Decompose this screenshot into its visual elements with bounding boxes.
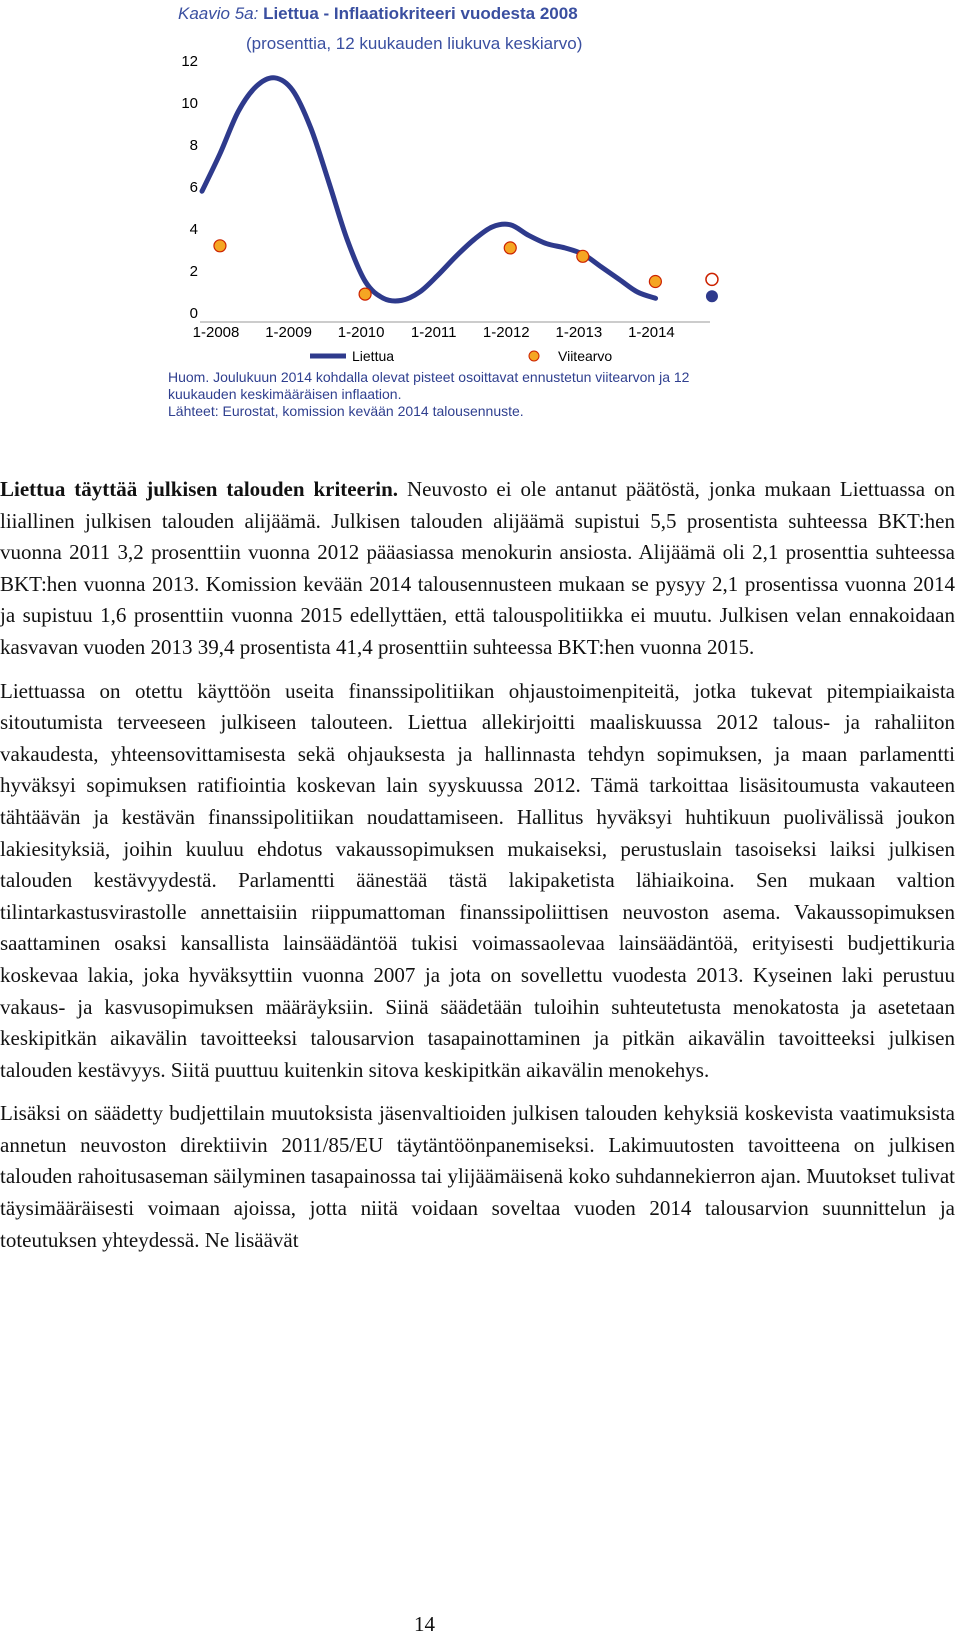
x-tick-label: 1-2009 [265, 324, 312, 341]
forecast-points [706, 273, 718, 302]
x-tick-label: 1-2008 [192, 324, 240, 341]
y-tick-label: 4 [189, 221, 198, 238]
page-number: 14 [414, 1612, 435, 1636]
series-line-liettua [202, 78, 656, 301]
series-markers-viitearvo [214, 240, 661, 300]
paragraph-1 [0, 474, 955, 664]
x-tick-label: 1-2012 [482, 324, 530, 341]
chart-subtitle: (prosenttia, 12 kuukauden liukuva keskiarvo) [246, 34, 583, 53]
forecast-inflation-point [706, 290, 718, 302]
y-tick-label: 6 [189, 179, 198, 196]
y-tick-label: 8 [189, 137, 198, 154]
viitearvo-point [577, 250, 589, 262]
legend-marker-swatch [529, 351, 539, 361]
paragraph-3: Lisäksi on säädetty budjettilain muutoksista jäsenvaltioiden julkisen talouden kehyksiä koskevista vaatimuksista annetun neuvoston direktiivin 2011/85/EU täytäntöönpanemiseksi. Lakimuutosten tavoitteena on julkisen talouden rahoitusaseman säilyminen tasapainossa tai ylijäämäisenä koko suhdannekierron ajan. Muutokset tulivat täysimääräisesti voimaan ajoissa, jotta niitä voidaan soveltaa vuoden 2014 talousarvion suunnittelun ja toteutuksen yhteydessä. Ne lisäävät [0, 1101, 955, 1252]
x-tick-label: 1-2014 [628, 324, 675, 341]
y-tick-label: 0 [189, 305, 198, 322]
x-tick-label: 1-2011 [410, 324, 457, 341]
paragraph-1-lead: Liettua täyttää julkisen talouden kriteerin. [0, 477, 399, 501]
legend-label-viitearvo: Viitearvo [558, 348, 613, 364]
x-tick-label: 1-2013 [555, 324, 603, 341]
y-axis [181, 53, 198, 322]
chart-title-main: Liettua - Inflaatiokriteeri vuodesta 2008 [263, 4, 578, 23]
viitearvo-point [214, 240, 226, 252]
x-axis [193, 324, 675, 341]
chart-note: Huom. Joulukuun 2014 kohdalla olevat pisteet osoittavat ennustetun viitearvon ja 12 kuukauden keskimääräisen inflaation. [168, 369, 690, 402]
y-tick-label: 2 [189, 263, 198, 280]
chart-sources: Lähteet: Eurostat, komission kevään 2014 talousennuste. [168, 403, 524, 419]
paragraph-2: Liettuassa on otettu käyttöön useita finanssipolitiikan ohjaustoimenpiteitä, jotka tukevat pitempiaikaista sitoutumista terveeseen julkiseen talouteen. Liettua allekirjoitti maaliskuussa 2012 talous- ja rahaliiton vakaudesta, yhteensovittamisesta sekä ohjauksesta ja hallinnasta tehdyn sopimuksen, ja maan parlamentti hyväksyi sopimuksen ratifiointia koskevan lain syyskuussa 2012. Tämä tarkoittaa lisäsitoumusta vakauteen tähtäävän ja kestävän finanssipolitiikan noudattamiseen. Hallitus hyväksyi huhtikuun puolivälissä joukon lakiesityksiä, joihin kuuluu ehdotus vakaussopimuksen mukaiseksi, perustuslain tasoiseksi laiksi julkisen talouden kestävyydestä. Parlamentti äänestää tästä lakipaketista lähiaikoina. Sen mukaan valtion tilintarkastusvirastolle annettaisiin riippumattoman finanssipoliittisen neuvoston asema. Vakaussopimuksen saattaminen osaksi kansallista lainsäädäntöä tukisi voimassaolevaa lainsäädäntöä, erityisesti budjettikuria koskevaa lakia, joka hyväksyttiin vuonna 2007 ja jota on sovellettu vuodesta 2013. Kyseinen laki perustuu vakaus- ja kasvusopimuksen määräyksiin. Siinä säädetään tuloihin suhteutetusta menokatosta ja asetetaan keskipitkän aikavälin tavoitteeksi talousarvion tasapainottaminen ja pitkän aikavälin tavoitteeksi julkisen talouden kestävyys. Siitä puuttuu kuitenkin sitova keskipitkän aikavälin menokehys. [0, 678, 955, 1082]
body-text [0, 474, 955, 1268]
chart-title-prefix: Kaavio 5a: [178, 4, 264, 23]
viitearvo-point [649, 276, 661, 288]
x-tick-label: 1-2010 [337, 324, 385, 341]
legend-label-liettua: Liettua [352, 348, 395, 364]
y-tick-label: 12 [181, 53, 198, 70]
y-tick-label: 10 [181, 95, 198, 112]
viitearvo-point [359, 288, 371, 300]
forecast-viitearvo-point [706, 273, 718, 285]
chart-figure [0, 0, 960, 460]
viitearvo-point [504, 242, 516, 254]
paragraph-1-rest: Neuvosto ei ole antanut päätöstä, jonka mukaan Liettuassa on liiallinen julkisen talouden alijäämä. Julkisen talouden alijäämä supistui 5,5 prosentista suhteessa BKT:hen vuonna 2011 3,2 prosenttiin vuonna 2012 pääasiassa menokurin ansiosta. Alijäämä oli 2,1 prosenttia suhteessa BKT:hen vuonna 2013. Komission kevään 2014 talousennusteen mukaan se pysyy 2,1 prosentissa vuonna 2014 ja supistuu 1,6 prosenttiin vuonna 2015 edellyttäen, että talouspolitiikka ei muutu. Julkisen velan ennakoidaan kasvavan vuoden 2013 39,4 prosentista 41,4 prosenttiin suhteessa BKT:hen vuonna 2015. [0, 477, 955, 659]
